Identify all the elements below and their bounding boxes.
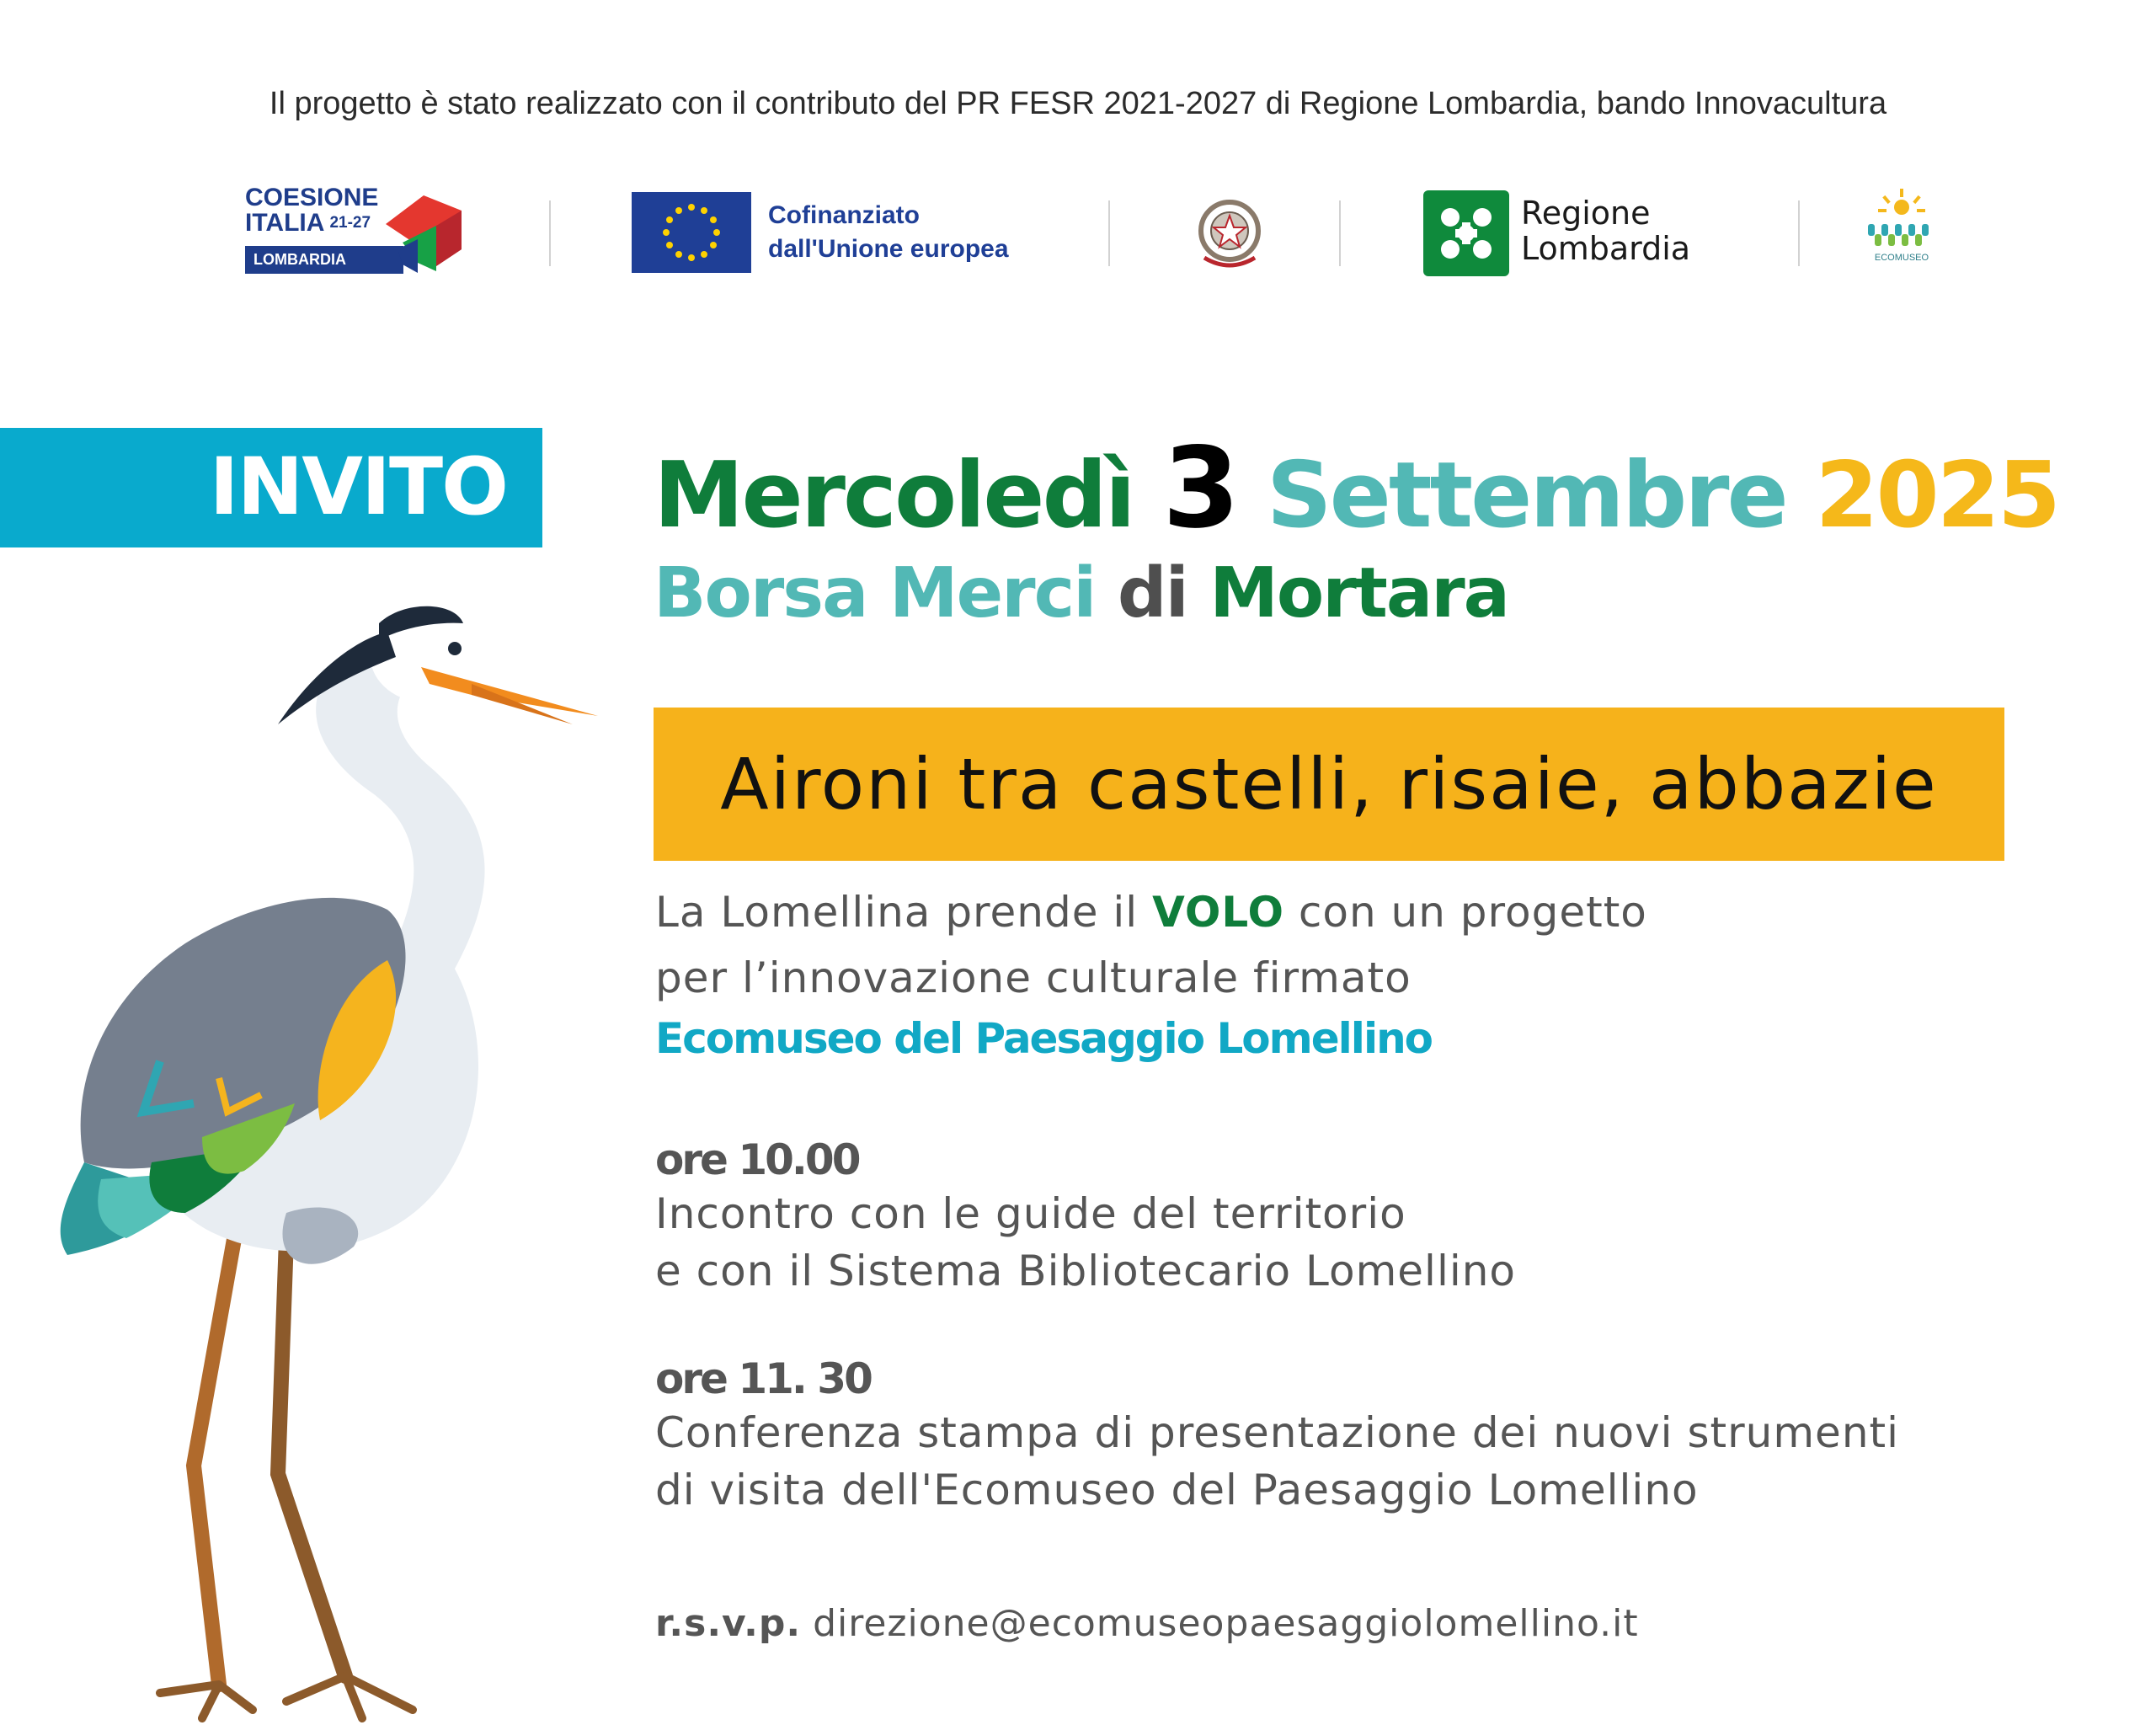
rsvp-line [655, 1602, 1639, 1645]
eu-flag-icon [632, 192, 751, 273]
italian-republic-emblem-icon [1193, 192, 1267, 273]
coesione-years: 21-27 [329, 214, 371, 232]
event-day-number: 3 [1162, 424, 1238, 553]
logo-divider [549, 200, 551, 266]
schedule-time-1: ore 10.00 [655, 1135, 859, 1184]
schedule-item-1-line1: Incontro con le guide del territorio [655, 1189, 1406, 1238]
coesione-line1: COESIONE [245, 184, 379, 211]
event-venue [654, 547, 1508, 640]
logo-divider [1798, 200, 1800, 266]
regione-line1: Regione [1521, 195, 1651, 232]
venue-name: Borsa Merci [654, 553, 1096, 633]
venue-preposition: di [1117, 553, 1187, 633]
coesione-line2: ITALIA $^{21-27}$ [245, 209, 371, 237]
schedule-item-2-line1: Conferenza stampa di presentazione dei nuovi strumenti [655, 1408, 1899, 1457]
eu-line1: Cofinanziato [768, 201, 920, 229]
heron-icon [34, 590, 623, 1725]
rsvp-label: r.s.v.p. [655, 1602, 802, 1645]
event-date [654, 425, 2058, 559]
schedule-time-2: ore 11. 30 [655, 1354, 871, 1403]
event-day-name: Mercoledì [654, 443, 1134, 548]
event-month: Settembre [1266, 443, 1786, 548]
schedule-item-2-line2: di visita dell'Ecomuseo del Paesaggio Lomellino [655, 1466, 1699, 1514]
event-title: Aironi tra castelli, risaie, abbazie [720, 743, 1938, 825]
ecomuseo-logo-caption: ECOMUSEO [1874, 253, 1929, 263]
regione-lombardia-text [1521, 195, 1690, 266]
coesione-3d-mark-icon [377, 190, 470, 278]
regione-lombardia-mark-icon [1423, 190, 1509, 276]
logo-divider [1108, 200, 1110, 266]
eu-line2: dall'Unione europea [768, 235, 1009, 263]
intro-line-2: per l’innovazione culturale firmato [655, 953, 1412, 1002]
volo-highlight: VOLO [1152, 888, 1284, 937]
eu-cofunding-text [768, 199, 1009, 266]
coesione-logo-text [245, 185, 378, 236]
intro-line-1: La Lomellina prende il VOLO con un progetto [655, 888, 1647, 937]
event-year: 2025 [1815, 443, 2058, 548]
ecomuseo-logo-icon [1860, 187, 1944, 254]
schedule-item-1-line2: e con il Sistema Bibliotecario Lomellino [655, 1247, 1517, 1295]
coesione-region-bar: LOMBARDIA [245, 246, 403, 274]
logo-divider [1339, 200, 1341, 266]
organizer-name: Ecomuseo del Paesaggio Lomellino [655, 1014, 1433, 1063]
funding-statement: Il progetto è stato realizzato con il contributo del PR FESR 2021-2027 di Regione Lombardia, bando Innovacultura [269, 86, 1887, 121]
venue-town: Mortara [1209, 553, 1508, 633]
regione-line2: Lombardia [1521, 230, 1691, 267]
invito-banner: INVITO [0, 428, 542, 547]
rsvp-email[interactable]: direzione@ecomuseopaesaggiolomellino.it [813, 1602, 1639, 1645]
